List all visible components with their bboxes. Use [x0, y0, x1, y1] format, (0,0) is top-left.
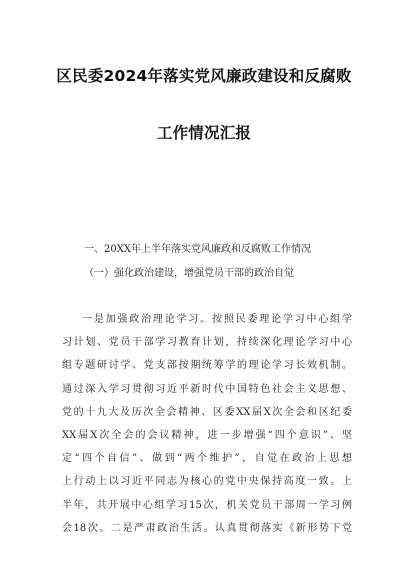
body-line: 定“四个自信”、做到“两个维护”，自觉在政治上思想	[62, 453, 352, 465]
body-line: 通过深入学习贯彻习近平新时代中国特色社会主义思想、	[62, 383, 352, 395]
body-line: 会18次。二是严肃政治生活。认真贯彻落实《新形势下党	[62, 522, 352, 534]
body-line: 党的十九大及历次全会精神、区委XX届X次全会和区纪委	[62, 406, 352, 418]
body-line: 半年，共开展中心组学习15次，机关党员干部周一学习例	[62, 499, 352, 511]
section-heading: 一、20XX年上半年落实党风廉政和反腐败工作情况	[84, 244, 311, 255]
body-line: 上行动上以习近平同志为核心的党中央保持高度一致。上	[62, 476, 352, 488]
document-title-line-2: 工作情况汇报	[156, 124, 252, 142]
body-line: 组专题研讨学、党支部按期统筹学的理论学习长效机制。	[62, 360, 352, 372]
sub-heading: （一）强化政治建设，增强党员干部的政治自觉	[84, 268, 294, 279]
body-line: 一是加强政治理论学习。按照民委理论学习中心组学	[82, 314, 352, 325]
body-line: XX届X次全会的会议精神，进一步增强“四个意识”、坚	[62, 429, 352, 441]
body-paragraph	[62, 308, 352, 540]
document-title-line-1: 区民委2024年落实党风廉政建设和反腐败	[56, 67, 352, 85]
body-line: 习计划、党员干部学习教育计划，持续深化理论学习中心	[62, 337, 352, 349]
